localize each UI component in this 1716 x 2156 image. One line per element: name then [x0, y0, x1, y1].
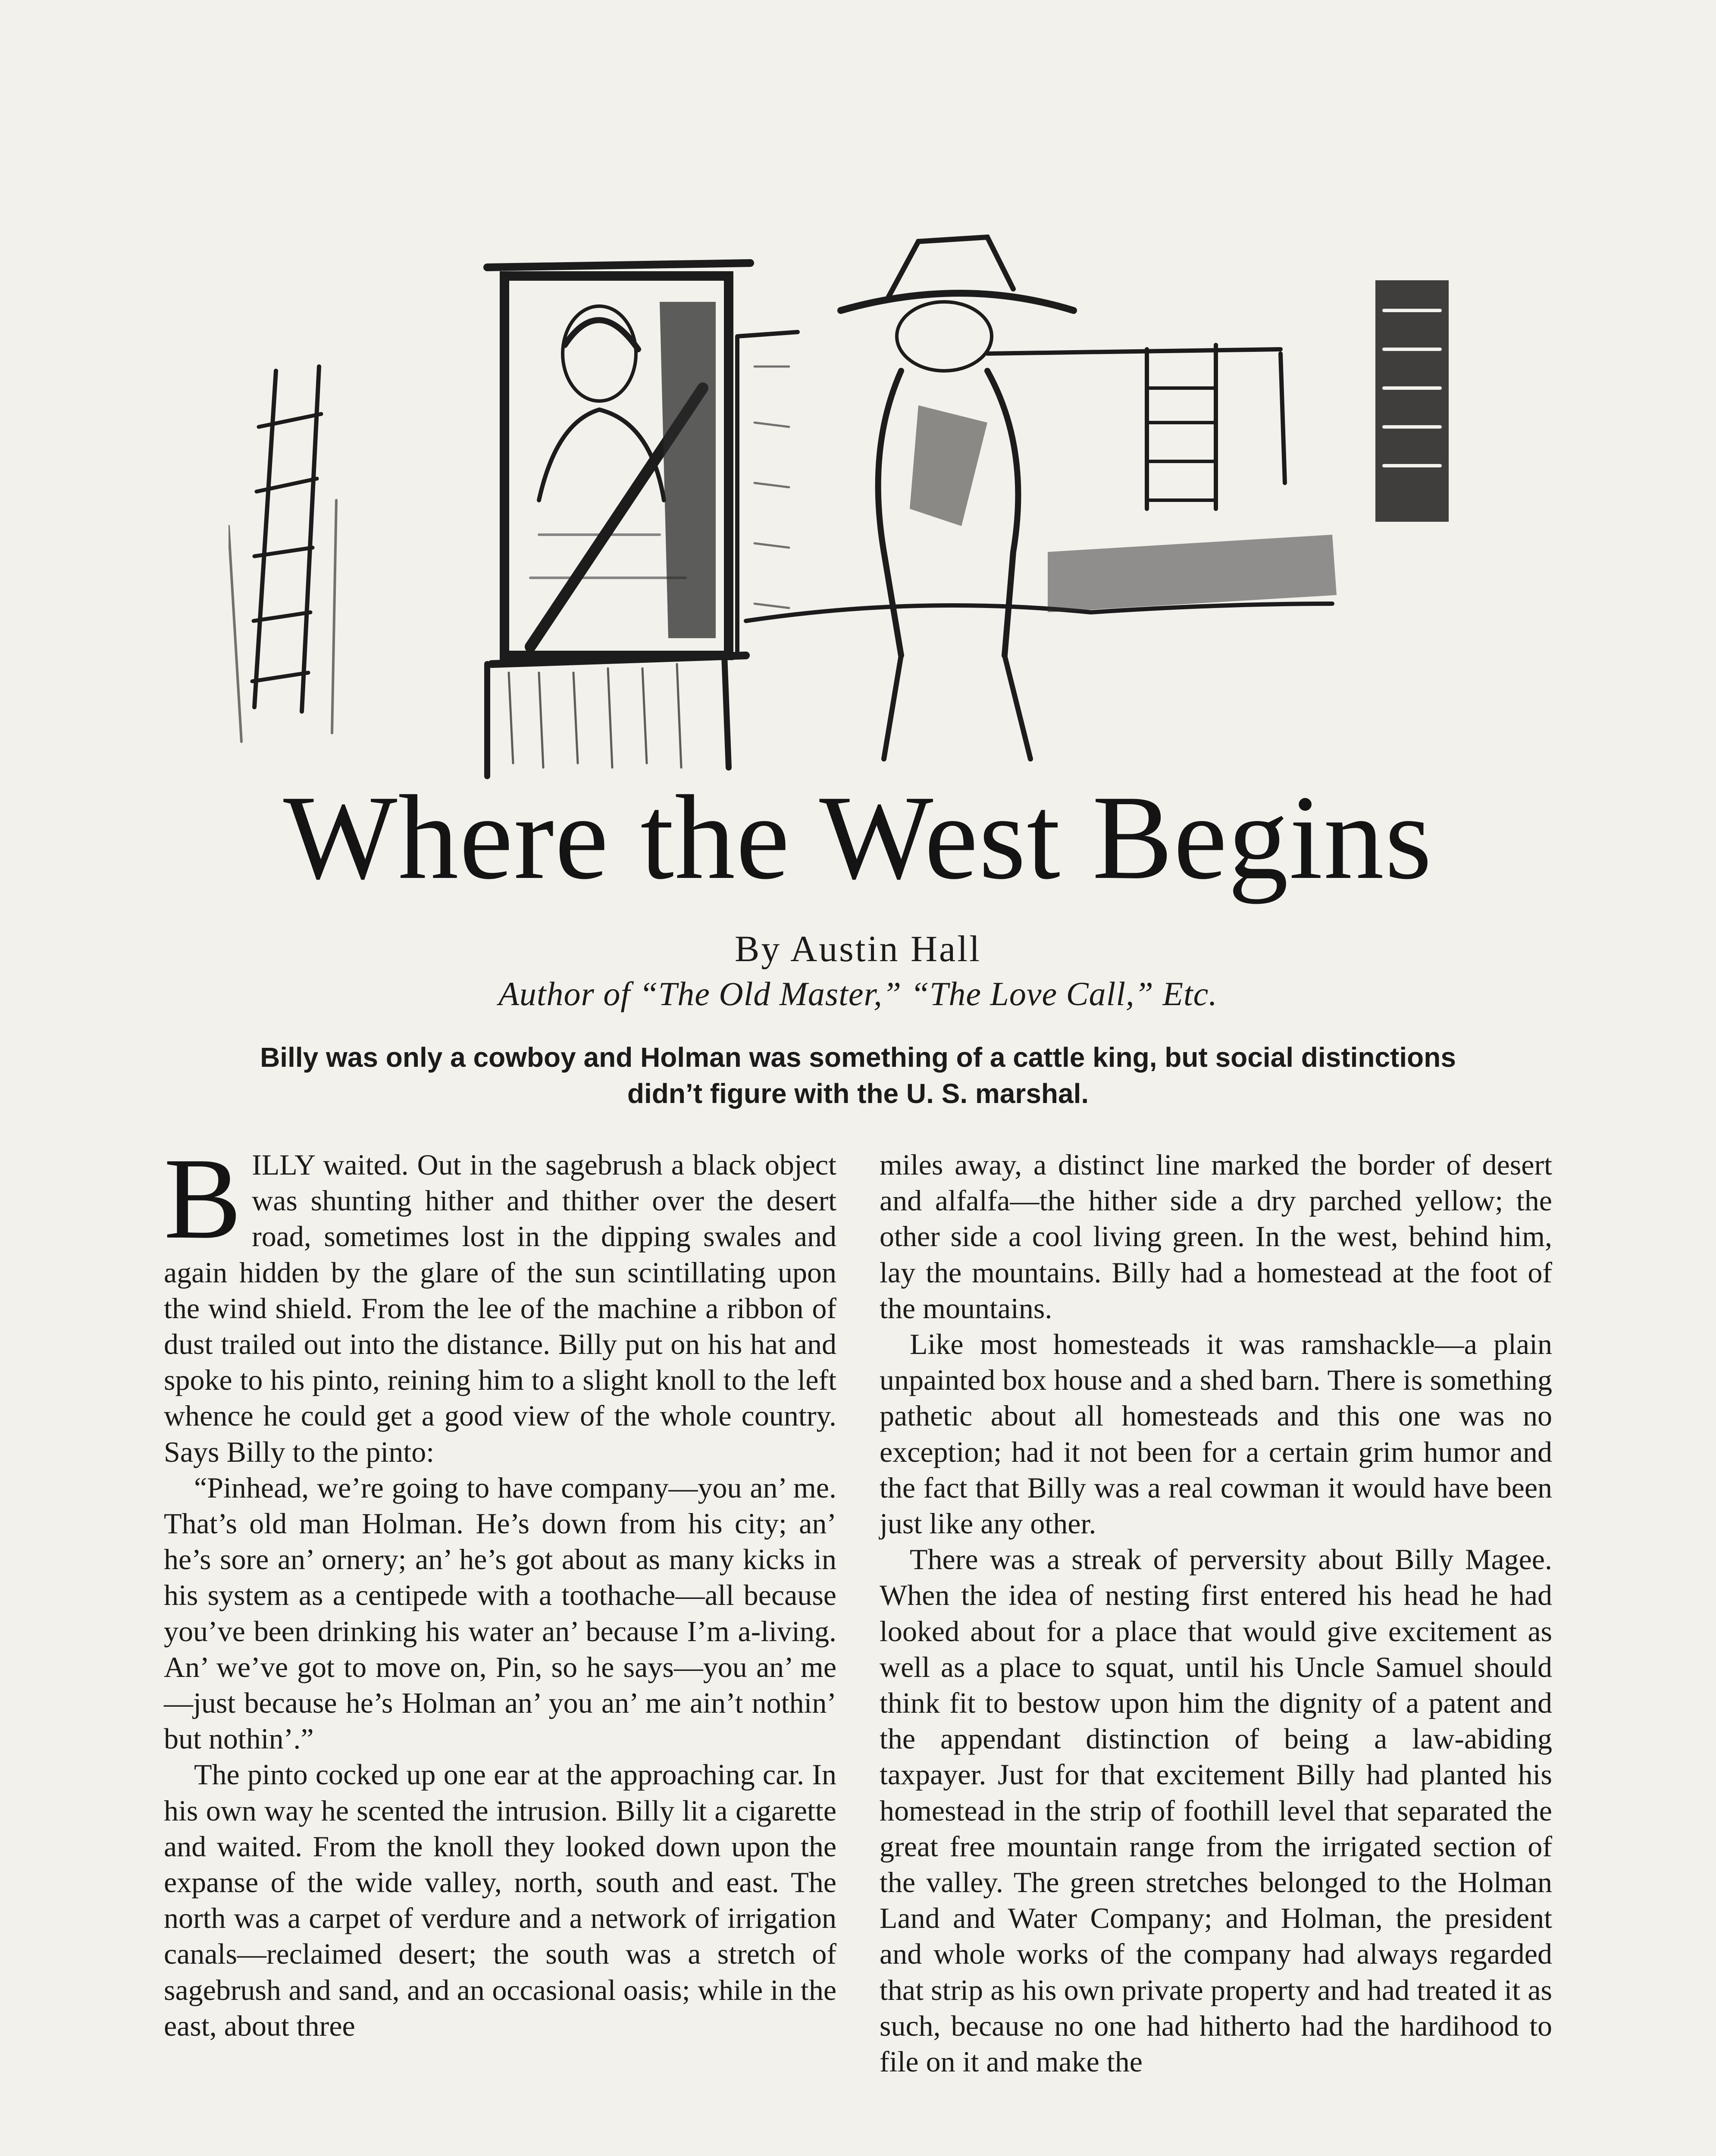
drop-cap: B: [164, 1134, 242, 1263]
paragraph-text: ILLY waited. Out in the sagebrush a black object was shunting hither and thither over the desert road, sometimes lost in the dipping swales and again hidden by the glare of the sun scintillating upon the wind shield. From the lee of the machine a ribbon of dust trailed out into the distance. Billy put on his hat and spoke to his pinto, reining him to a slight knoll to the left whence he could get a good view of the whole country. Says Billy to the pinto:: [164, 1148, 836, 1468]
author-credits: Author of “The Old Master,” “The Love Call,” Etc.: [498, 975, 1218, 1012]
body-column-left: [164, 1134, 836, 2044]
header-illustration: [229, 224, 1505, 785]
paragraph: “Pinhead, we’re going to have company—you an’ me. That’s old man Holman. He’s down from his city; an’ he’s sore an’ ornery; an’ he’s got about as many kicks in his system as a centipede with a toothache—all because you’ve been drinking his water an’ because I’m a-living. An’ we’ve got to move on, Pin, so he says—you an’ me—just because he’s Holman an’ you an’ me ain’t nothin’ but nothin’.”: [164, 1471, 836, 1755]
article-blurb: Billy was only a cowboy and Holman was something of a cattle king, but social distinctions didn’t figure with the U. S. marshal.: [260, 1042, 1456, 1109]
paragraph: Like most homesteads it was ramshackle—a plain unpainted box house and a shed barn. There is something pathetic about all homesteads and this one was no exception; had it not been for a certain grim humor and the fact that Billy was a real cowman it would have been just like any other.: [880, 1328, 1552, 1540]
article-byline: By Austin Hall: [734, 928, 982, 969]
paragraph: There was a streak of perversity about Billy Magee. When the idea of nesting first entered his head he had looked about for a place that would give excitement as well as a place to squat, until his Uncle Samuel should think fit to bestow upon him the dignity of a patent and the appendant distinction of being a law-abiding taxpayer. Just for that excitement Billy had planted his homestead in the strip of foothill level that separated the great free mountain range from the irrigated section of the valley. The green stretches belonged to the Holman Land and Water Company; and Holman, the president and whole works of the company had always regarded that strip as his own private property and had treated it as such, because no one had hitherto had the hardihood to file on it and make the: [880, 1543, 1552, 2078]
cabin-scene-illustration: [229, 224, 1505, 785]
paragraph-continued: miles away, a distinct line marked the border of desert and alfalfa—the hither side a dry parched yellow; the other side a cool living green. In the west, behind him, lay the mountains. Billy had a homestead at the foot of the mountains.: [880, 1148, 1552, 1325]
paragraph-opening: [164, 1134, 836, 1470]
article-title: Where the West Begins: [283, 770, 1433, 904]
paragraph: The pinto cocked up one ear at the approaching car. In his own way he scented the intrusion. Billy lit a cigarette and waited. From the knoll they looked down upon the expanse of the wide valley, north, south and east. The north was a carpet of verdure and a network of irrigation canals—reclaimed desert; the south was a stretch of sagebrush and sand, and an occasional oasis; while in the east, about three: [164, 1758, 836, 2042]
body-column-right: [880, 1147, 1552, 2080]
